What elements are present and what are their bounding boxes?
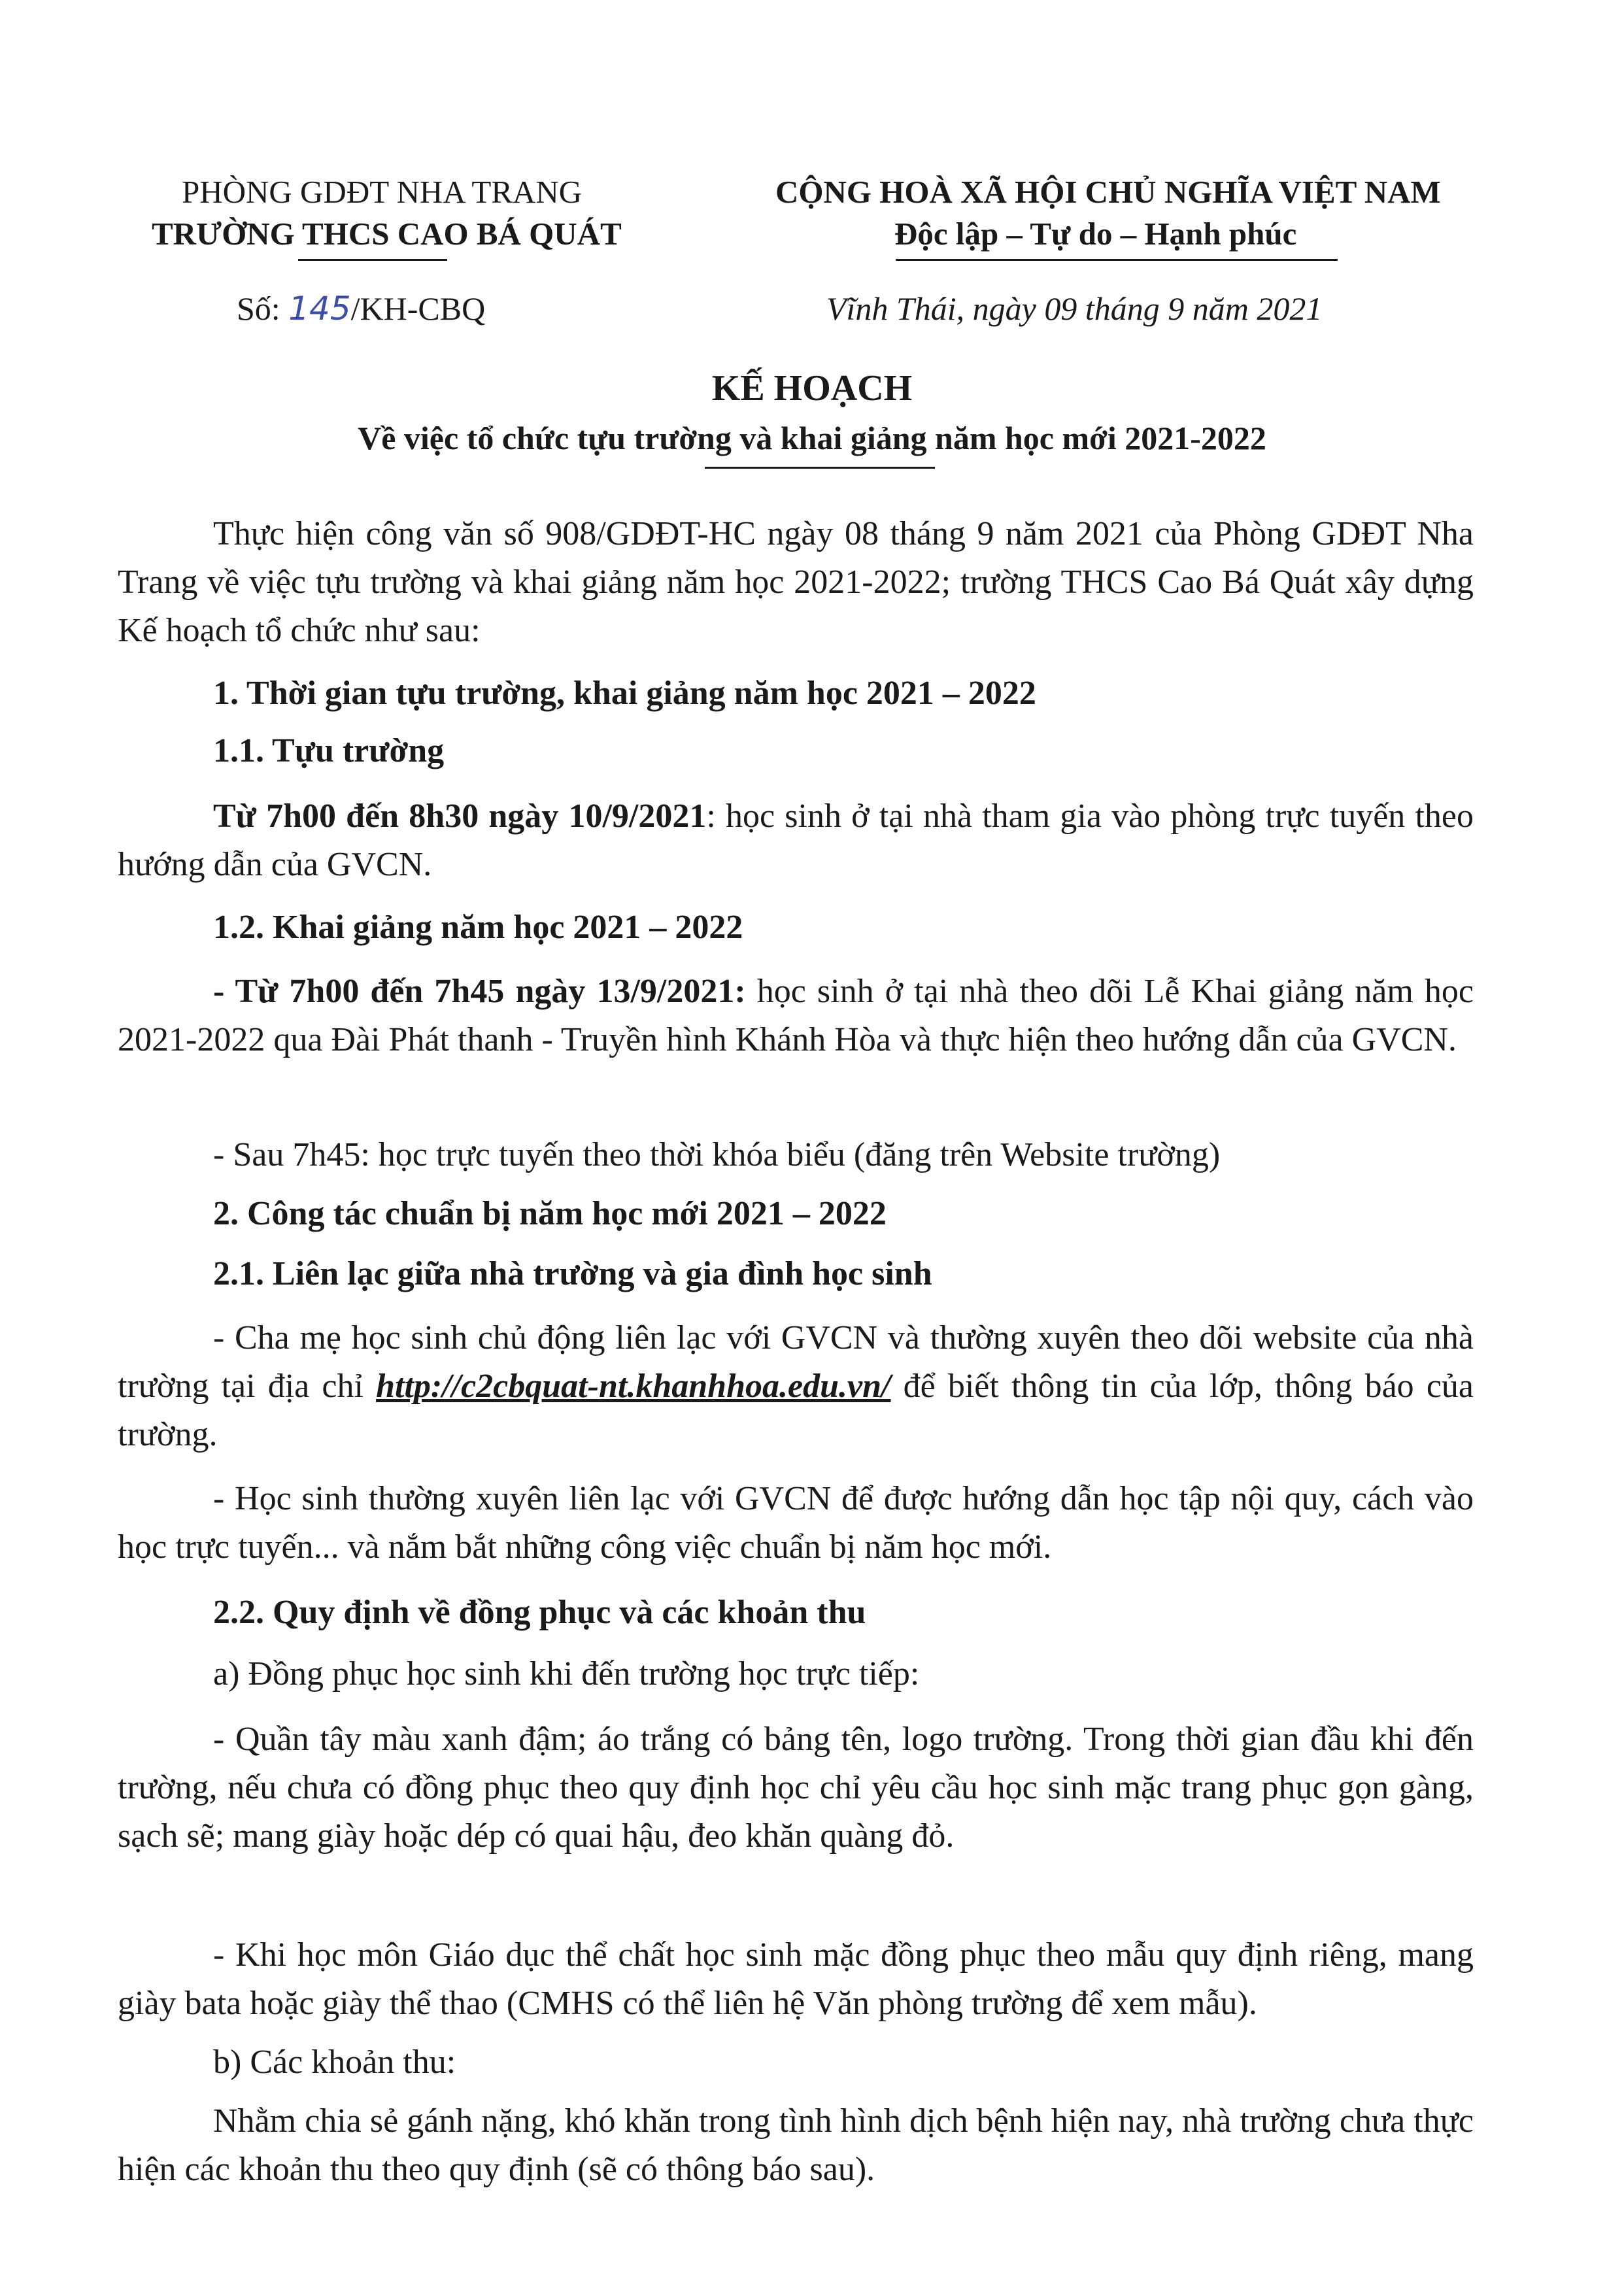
intro-paragraph: Thực hiện công văn số 908/GDĐT-HC ngày 08 tháng 9 năm 2021 của Phòng GDĐT Nha Trang về việc tựu trường và khai giảng năm học 2021-2022; trường THCS Cao Bá Quát xây dựng Kế hoạch tổ chức như sau: xyxy=(118,515,1474,649)
document-subtitle: Về việc tổ chức tựu trường và khai giảng năm học mới 2021-2022 xyxy=(358,420,1266,456)
section-2-1-paragraph-2: - Học sinh thường xuyên liên lạc với GVCN để được hướng dẫn học tập nội quy, cách vào học trực tuyến... và nắm bắt những công việc chuẩn bị năm học mới. xyxy=(118,1480,1474,1566)
uniform-intro: a) Đồng phục học sinh khi đến trường học trực tiếp: xyxy=(213,1655,920,1692)
motto-underline xyxy=(896,259,1338,261)
section-1-heading: 1. Thời gian tựu trường, khai giảng năm học 2021 – 2022 xyxy=(213,675,1036,712)
document-title: KẾ HOẠCH xyxy=(711,368,913,409)
section-2-1-paragraph-1: - Cha mẹ học sinh chủ động liên lạc với GVCN và thường xuyên theo dõi website của nhà trường tại địa chỉ http://c2cbquat-nt.khanhhoa.edu.vn/ để biết thông tin của lớp, thông báo của trường. xyxy=(118,1319,1474,1453)
section-1-2-after: - Sau 7h45: học trực tuyến theo thời khóa biểu (đăng trên Website trường) xyxy=(213,1136,1221,1173)
fees-paragraph: Nhằm chia sẻ gánh nặng, khó khăn trong tình hình dịch bệnh hiện nay, nhà trường chưa thực hiện các khoản thu theo quy định (sẽ có thông báo sau). xyxy=(118,2102,1474,2188)
section-1-1-paragraph: Từ 7h00 đến 8h30 ngày 10/9/2021: học sinh ở tại nhà tham gia vào phòng trực tuyến theo hướng dẫn của GVCN. xyxy=(118,798,1474,883)
section-1-2-heading: 1.2. Khai giảng năm học 2021 – 2022 xyxy=(213,909,743,946)
national-title: CỘNG HOÀ XÃ HỘI CHỦ NGHĨA VIỆT NAM xyxy=(775,174,1441,210)
section-2-heading: 2. Công tác chuẩn bị năm học mới 2021 – 2022 xyxy=(213,1195,887,1232)
section-1-1-heading: 1.1. Tựu trường xyxy=(213,732,445,769)
handwritten-number: 145 xyxy=(288,290,351,328)
issuer-school: TRƯỜNG THCS CAO BÁ QUÁT xyxy=(152,216,622,252)
national-motto: Độc lập – Tự do – Hạnh phúc xyxy=(894,216,1297,252)
uniform-rule-2: - Khi học môn Giáo dục thể chất học sinh mặc đồng phục theo mẫu quy định riêng, mang giày bata hoặc giày thể thao (CMHS có thể liên hệ Văn phòng trường để xem mẫu). xyxy=(118,1936,1474,2022)
issuer-department: PHÒNG GDĐT NHA TRANG xyxy=(182,174,583,210)
document-date: Vĩnh Thái, ngày 09 tháng 9 năm 2021 xyxy=(826,290,1323,327)
issuer-underline xyxy=(298,259,447,261)
fees-heading: b) Các khoản thu: xyxy=(213,2044,456,2081)
title-underline xyxy=(705,467,935,469)
document-number: Số: 145/KH-CBQ xyxy=(237,290,486,328)
section-1-2-paragraph: - Từ 7h00 đến 7h45 ngày 13/9/2021: học sinh ở tại nhà theo dõi Lễ Khai giảng năm học 2021-2022 qua Đài Phát thanh - Truyền hình Khánh Hòa và thực hiện theo hướng dẫn của GVCN. xyxy=(118,973,1474,1058)
uniform-rule-1: - Quần tây màu xanh đậm; áo trắng có bảng tên, logo trường. Trong thời gian đầu khi đến trường, nếu chưa có đồng phục theo quy định học chỉ yêu cầu học sinh mặc trang phục gọn gàng, sạch sẽ; mang giày hoặc dép có quai hậu, đeo khăn quàng đỏ. xyxy=(118,1721,1474,1855)
section-2-1-heading: 2.1. Liên lạc giữa nhà trường và gia đình học sinh xyxy=(213,1255,932,1292)
school-website-link[interactable]: http://c2cbquat-nt.khanhhoa.edu.vn/ xyxy=(376,1368,891,1405)
section-2-2-heading: 2.2. Quy định về đồng phục và các khoản thu xyxy=(213,1594,866,1631)
